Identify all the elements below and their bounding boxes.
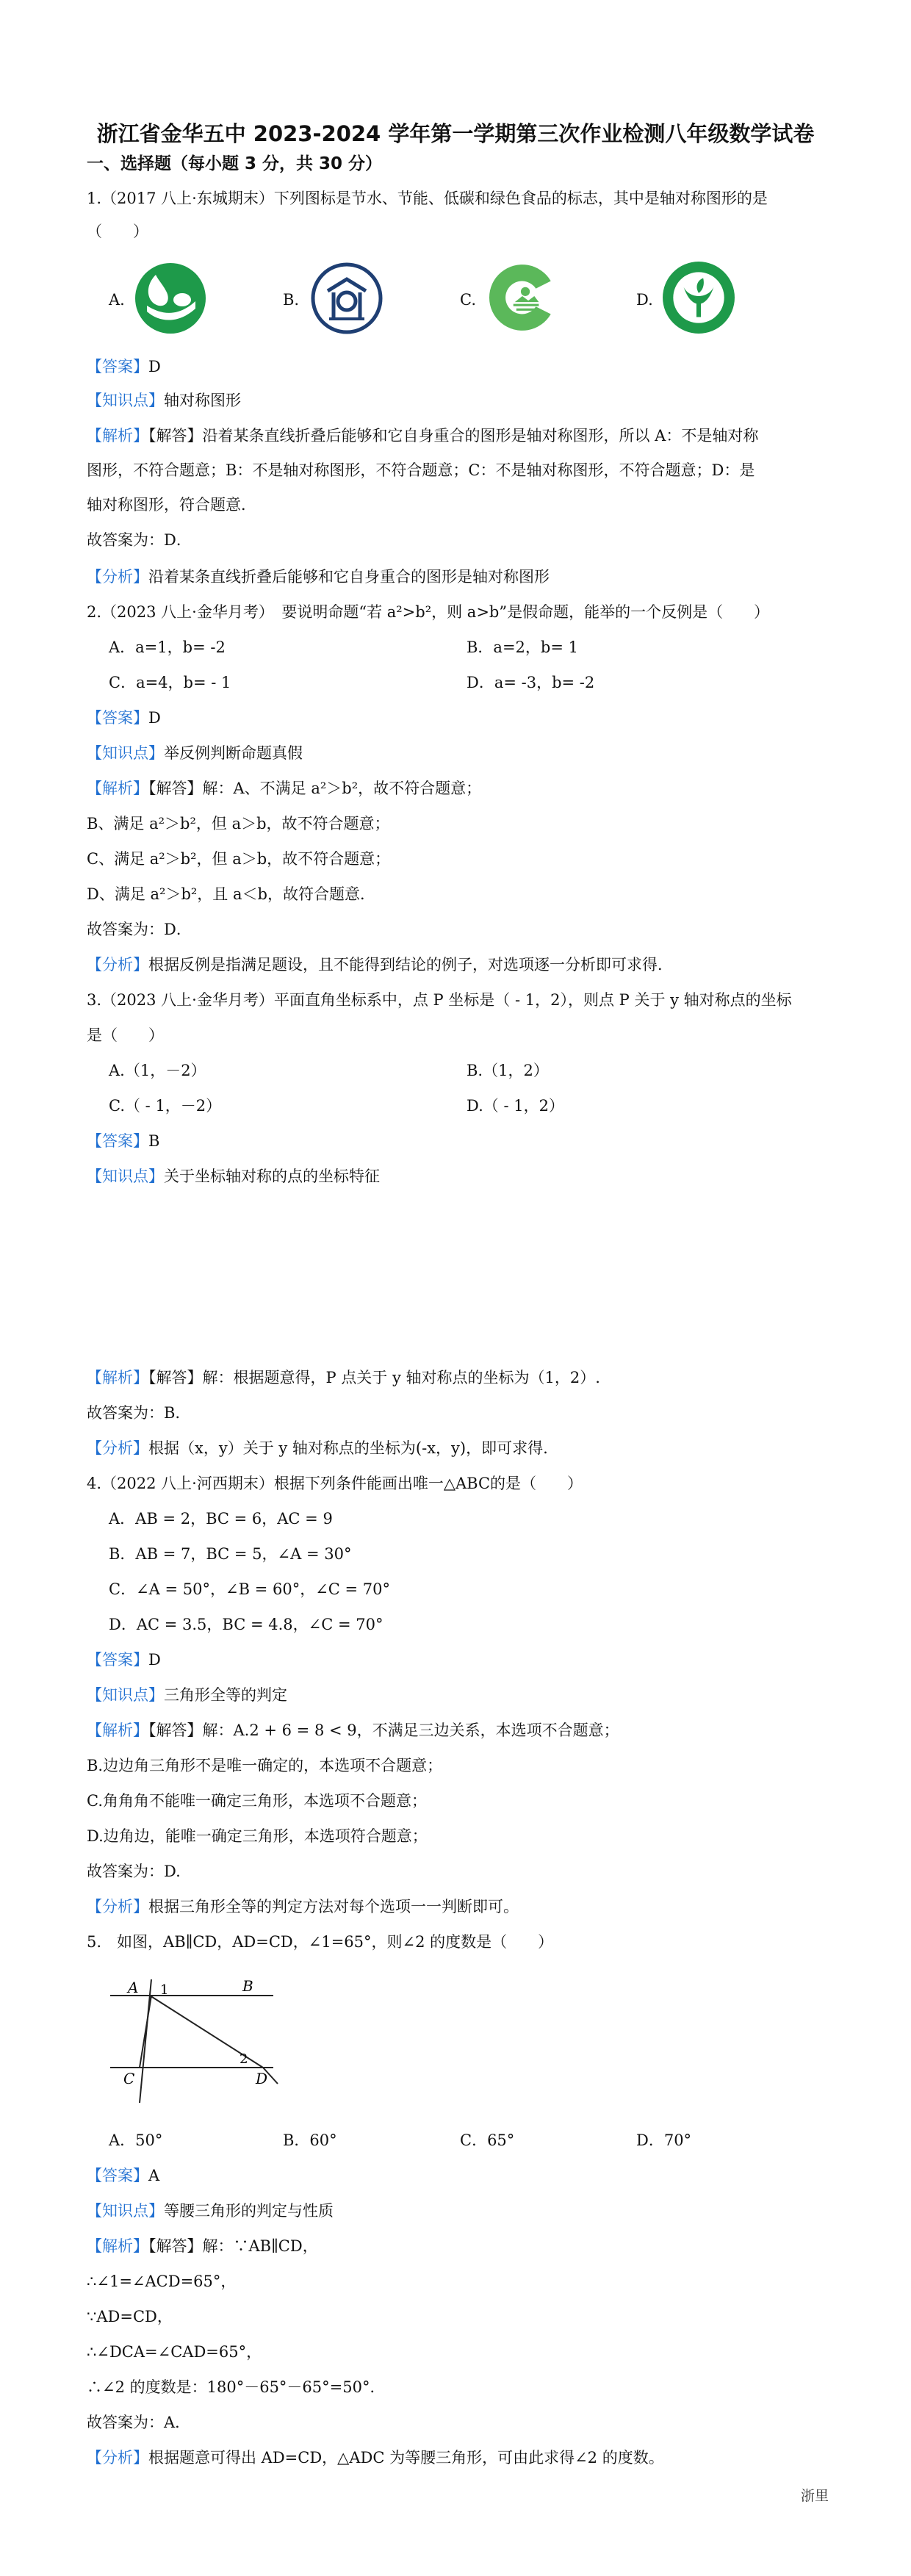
water-saving-logo (134, 262, 207, 335)
q1-option-b-label: B. (283, 291, 300, 309)
q3-option-c: C.（ - 1，－2） (109, 1097, 222, 1115)
q4-stem: 4.（2022 八上·河西期末）根据下列条件能画出唯一△ABC的是（ ） (87, 1475, 583, 1492)
q2-analysis-line4: D、满足 a²＞b²，且 a＜b，故符合题意． (87, 885, 375, 903)
q1-option-c-label: C. (460, 291, 476, 309)
q4-option-d: D．AC = 3.5，BC = 4.8，∠C = 70° (109, 1616, 384, 1633)
q3-option-a: A.（1，－2） (109, 1062, 206, 1079)
q2-analysis-line3: C、满足 a²＞b²，但 a＞b，故不符合题意； (87, 850, 391, 868)
q1-analysis-line3: 轴对称图形，符合题意． (87, 496, 256, 514)
q1-answer: 【答案】D (87, 358, 161, 375)
q3-knowledge: 【知识点】关于坐标轴对称的点的坐标特征 (87, 1168, 380, 1185)
green-food-logo (661, 260, 736, 335)
q3-stem-cont: 是（ ） (87, 1026, 164, 1044)
q5-analysis-line5: ∴∠2 的度数是：180°－65°－65°=50°． (87, 2378, 386, 2396)
q5-analysis: 【解析】【解答】解：∵AB∥CD， (87, 2237, 318, 2255)
q5-answer: 【答案】A (87, 2167, 160, 2184)
q5-knowledge: 【知识点】等腰三角形的判定与性质 (87, 2202, 334, 2220)
q4-analysis-line3: C.角角角不能唯一确定三角形，本选项不合题意； (87, 1792, 427, 1810)
q4-option-c: C．∠A = 50°，∠B = 60°，∠C = 70° (109, 1580, 391, 1598)
q3-answer: 【答案】B (87, 1132, 160, 1150)
q2-option-d: D．a= -3，b= -2 (467, 674, 595, 691)
q2-remark: 【分析】根据反例是指满足题设，且不能得到结论的例子，对选项逐一分析即可求得． (87, 956, 673, 974)
q5-remark: 【分析】根据题意可得出 AD=CD，△ADC 为等腰三角形，可由此求得∠2 的度数。 (87, 2449, 664, 2467)
q4-conclusion: 故答案为：D. (87, 1863, 181, 1880)
q3-analysis: 【解析】【解答】解：根据题意得，P 点关于 y 轴对称点的坐标为（1，2）. (87, 1369, 600, 1386)
section-heading: 一、选择题（每小题 3 分，共 30 分） (87, 154, 383, 173)
q5-analysis-line3: ∵AD=CD， (87, 2308, 173, 2325)
q4-knowledge: 【知识点】三角形全等的判定 (87, 1686, 287, 1704)
q3-option-b: B.（1，2） (467, 1062, 549, 1079)
q3-option-d: D.（ - 1，2） (467, 1097, 564, 1115)
q1-conclusion: 故答案为：D． (87, 531, 192, 549)
q2-option-a: A．a=1，b= -2 (109, 638, 226, 656)
q1-option-d-label: D. (636, 291, 653, 309)
q2-option-c: C．a=4，b= - 1 (109, 674, 231, 691)
figure-angle-1: 1 (160, 1982, 169, 1998)
q4-analysis-line2: B.边边角三角形不是唯一确定的，本选项不合题意； (87, 1757, 443, 1774)
q5-option-a: A．50° (109, 2131, 163, 2149)
figure-angle-2: 2 (240, 2051, 248, 2067)
q4-analysis: 【解析】【解答】解：A.2 + 6 = 8 < 9，不满足三边关系，本选项不合题意； (87, 1721, 619, 1739)
q4-option-b: B．AB = 7，BC = 5，∠A = 30° (109, 1545, 352, 1563)
q5-conclusion: 故答案为：A． (87, 2414, 191, 2431)
q1-option-a-label: A. (109, 291, 125, 309)
page-footer: 浙里 (801, 2488, 829, 2504)
q1-knowledge: 【知识点】轴对称图形 (87, 392, 241, 409)
q4-answer: 【答案】D (87, 1651, 161, 1669)
q4-option-a: A．AB = 2，BC = 6，AC = 9 (109, 1510, 333, 1528)
q3-conclusion: 故答案为：B. (87, 1404, 181, 1422)
q1-remark: 【分析】沿着某条直线折叠后能够和它自身重合的图形是轴对称图形 (87, 568, 550, 586)
q4-remark: 【分析】根据三角形全等的判定方法对每个选项一一判断即可。 (87, 1898, 519, 1915)
energy-saving-logo (310, 262, 384, 335)
q3-stem: 3.（2023 八上·金华月考）平面直角坐标系中，点 P 坐标是（ - 1，2），则点 P 关于 y 轴对称点的坐标 (87, 991, 792, 1009)
q1-stem: 1.（2017 八上·东城期末）下列图标是节水、节能、低碳和绿色食品的标志，其中是轴对称图形的是 (87, 190, 768, 207)
q2-answer: 【答案】D (87, 709, 161, 727)
q4-analysis-line4: D.边角边，能唯一确定三角形，本选项符合题意； (87, 1827, 428, 1845)
q2-analysis: 【解析】【解答】解：A、不满足 a²＞b²，故不符合题意； (87, 780, 482, 797)
q1-analysis-line2: 图形，不符合题意；B：不是轴对称图形，不符合题意；C：不是轴对称图形，不符合题意；D：是 (87, 461, 755, 479)
q5-option-c: C．65° (460, 2131, 515, 2149)
q5-analysis-line4: ∴∠DCA=∠CAD=65°， (87, 2343, 262, 2361)
figure-label-a: A (128, 1979, 139, 1996)
figure-label-d: D (256, 2070, 268, 2087)
q5-geometry-figure (103, 1974, 279, 2107)
figure-label-c: C (123, 2070, 135, 2087)
q1-stem-cont: （ ） (87, 223, 148, 240)
q2-stem: 2.（2023 八上·金华月考） 要说明命题“若 a²>b²，则 a>b”是假命题，能举的一个反例是（ ） (87, 603, 770, 621)
low-carbon-logo (486, 260, 561, 335)
q5-stem: 5. 如图，AB∥CD，AD=CD，∠1=65°，则∠2 的度数是（ ） (87, 1933, 554, 1951)
q5-option-b: B．60° (283, 2131, 337, 2149)
q2-conclusion: 故答案为：D． (87, 921, 192, 938)
q1-analysis: 【解析】【解答】沿着某条直线折叠后能够和它自身重合的图形是轴对称图形，所以 A：不是轴对称 (87, 427, 759, 445)
figure-label-b: B (242, 1977, 253, 1995)
q2-knowledge: 【知识点】举反例判断命题真假 (87, 744, 303, 762)
q2-analysis-line2: B、满足 a²＞b²，但 a＞b，故不符合题意； (87, 815, 390, 832)
exam-title: 浙江省金华五中 2023-2024 学年第一学期第三次作业检测八年级数学试卷 (96, 121, 815, 146)
q5-analysis-line2: ∴∠1=∠ACD=65°， (87, 2273, 237, 2290)
q3-remark: 【分析】根据（x，y）关于 y 轴对称点的坐标为(-x，y)，即可求得. (87, 1439, 548, 1457)
q5-option-d: D．70° (636, 2131, 692, 2149)
q2-option-b: B．a=2，b= 1 (467, 638, 578, 656)
